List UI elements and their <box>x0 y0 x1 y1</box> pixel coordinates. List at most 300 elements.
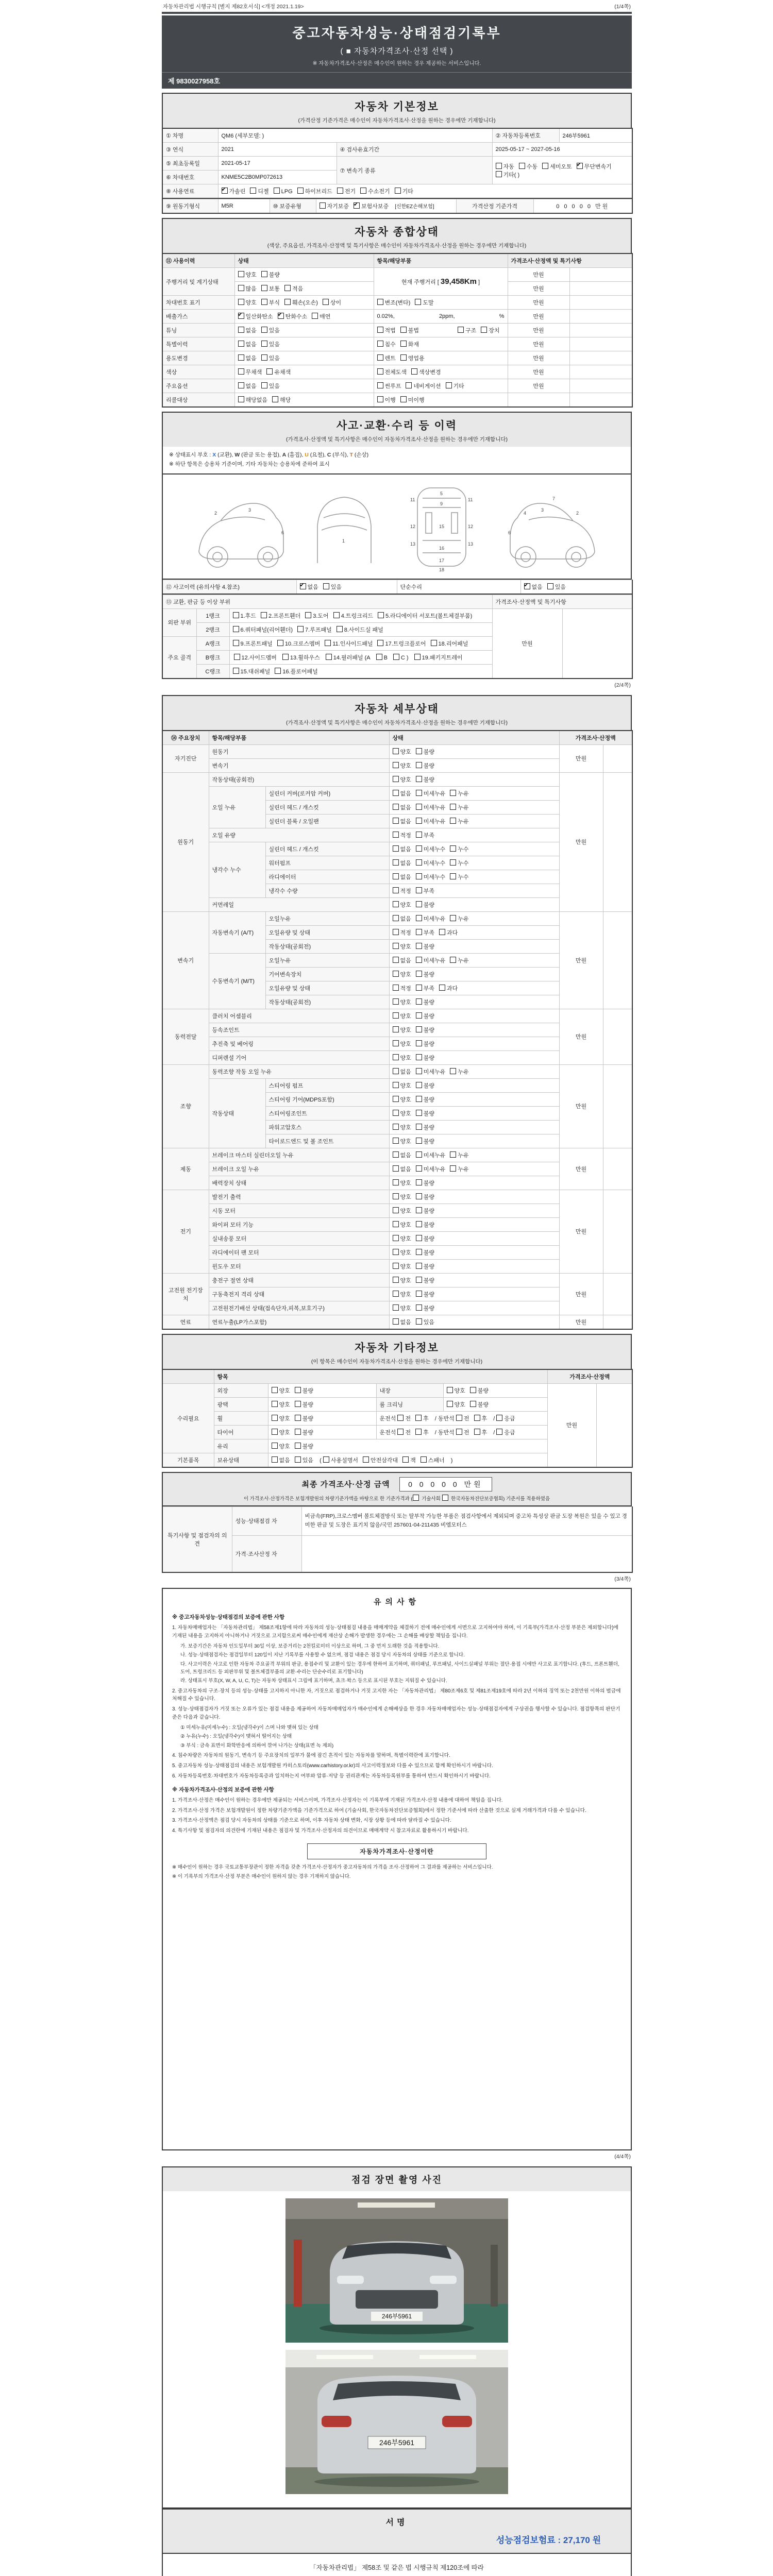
option-label: 양호 <box>279 1401 290 1408</box>
option-label: 양호 <box>279 1429 290 1436</box>
wheel-positions <box>376 1411 547 1425</box>
checkbox-icon[interactable] <box>577 163 583 169</box>
option <box>295 1428 313 1436</box>
option <box>393 984 411 992</box>
checkbox-icon[interactable] <box>238 299 244 305</box>
checkbox-icon[interactable] <box>400 327 407 333</box>
checkbox-icon[interactable] <box>496 1415 502 1421</box>
checkbox-icon[interactable] <box>416 1179 422 1185</box>
option-label: 누유 <box>458 916 469 922</box>
checkbox-icon[interactable] <box>416 985 422 991</box>
checkbox-icon[interactable] <box>393 1263 399 1269</box>
state-code: C <box>327 452 331 458</box>
checkbox-icon[interactable] <box>442 1495 448 1501</box>
checkbox-icon[interactable] <box>456 1429 462 1435</box>
option <box>393 970 411 978</box>
main-frame-label: 주요 골격 <box>162 636 196 679</box>
checkbox-icon[interactable] <box>416 762 422 768</box>
checkbox-icon[interactable] <box>447 1401 453 1407</box>
checkbox-icon[interactable] <box>393 804 399 810</box>
checkbox-icon[interactable] <box>261 299 267 305</box>
state-options <box>389 1106 559 1120</box>
checkbox-icon[interactable] <box>272 1429 278 1435</box>
checkbox-icon[interactable] <box>439 985 445 991</box>
checkbox-icon[interactable] <box>377 396 383 402</box>
checkbox-icon[interactable] <box>416 1026 422 1032</box>
checkbox-icon[interactable] <box>272 1443 278 1449</box>
checkbox-icon[interactable] <box>393 1207 399 1213</box>
state-code: W <box>234 452 240 458</box>
checkbox-icon[interactable] <box>416 1221 422 1227</box>
checkbox-icon[interactable] <box>474 1429 480 1435</box>
checkbox-icon[interactable] <box>431 640 437 646</box>
option <box>393 1193 411 1201</box>
checkbox-icon[interactable] <box>238 341 244 347</box>
option <box>416 1040 434 1048</box>
checkbox-icon[interactable] <box>393 818 399 824</box>
option <box>496 1414 515 1422</box>
checkbox-icon[interactable] <box>323 583 329 589</box>
basic-info-table <box>162 128 633 199</box>
checkbox-icon[interactable] <box>416 1249 422 1255</box>
option <box>450 1151 468 1159</box>
emission-options <box>234 310 374 324</box>
checkbox-icon[interactable] <box>393 1165 399 1172</box>
overall-state-table <box>162 253 633 408</box>
option-label: 10.크로스멤버 <box>284 640 321 647</box>
checkbox-icon[interactable] <box>400 354 407 361</box>
checkbox-icon[interactable] <box>402 1456 409 1463</box>
checkbox-icon[interactable] <box>377 354 383 361</box>
checkbox-icon[interactable] <box>393 790 399 796</box>
checkbox-icon[interactable] <box>238 368 244 375</box>
checkbox-icon[interactable] <box>393 985 399 991</box>
state-options <box>389 870 559 884</box>
checkbox-icon[interactable] <box>337 626 343 632</box>
checkbox-icon[interactable] <box>519 163 525 169</box>
checkbox-icon[interactable] <box>272 1456 278 1463</box>
checkbox-icon[interactable] <box>450 1165 456 1172</box>
checkbox-icon[interactable] <box>416 818 422 824</box>
checkbox-icon[interactable] <box>456 1415 462 1421</box>
checkbox-icon[interactable] <box>238 354 244 361</box>
car-diagram-front-left-icon <box>188 481 291 573</box>
checkbox-icon[interactable] <box>393 1291 399 1297</box>
option-label: 미세누수 <box>423 860 446 867</box>
checkbox-icon[interactable] <box>415 1429 422 1435</box>
checkbox-icon[interactable] <box>416 971 422 977</box>
checkbox-icon[interactable] <box>458 327 464 333</box>
option-label: 9.프론트패널 <box>240 640 273 647</box>
checkbox-icon[interactable] <box>450 804 456 810</box>
checkbox-icon[interactable] <box>393 845 399 852</box>
checkbox-icon[interactable] <box>261 382 267 388</box>
checkbox-icon[interactable] <box>542 163 548 169</box>
warranty-option-group <box>320 204 394 210</box>
checkbox-icon[interactable] <box>416 901 422 907</box>
checkbox-icon[interactable] <box>295 1401 301 1407</box>
page-marker-3: (3/4쪽) <box>614 1576 631 1583</box>
checkbox-icon[interactable] <box>282 654 289 660</box>
checkbox-icon[interactable] <box>450 1068 456 1074</box>
checkbox-icon[interactable] <box>284 285 291 291</box>
device-group-label: 고전원 전기장치 <box>162 1273 209 1315</box>
checkbox-icon[interactable] <box>337 188 343 194</box>
checkbox-icon[interactable] <box>413 1495 419 1501</box>
checkbox-icon[interactable] <box>481 327 487 333</box>
checkbox-icon[interactable] <box>272 396 278 402</box>
option <box>261 298 280 307</box>
checkbox-icon[interactable] <box>416 957 422 963</box>
option <box>363 1456 398 1464</box>
checkbox-icon[interactable] <box>393 832 399 838</box>
checkbox-icon[interactable] <box>272 1387 278 1393</box>
checkbox-icon[interactable] <box>297 626 304 632</box>
checkbox-icon[interactable] <box>416 1277 422 1283</box>
checkbox-icon[interactable] <box>416 1304 422 1311</box>
checkbox-icon[interactable] <box>416 1138 422 1144</box>
checkbox-icon[interactable] <box>377 327 383 333</box>
wheel-options <box>268 1411 376 1425</box>
option-label: 부족 <box>423 832 435 839</box>
checkbox-icon[interactable] <box>393 1249 399 1255</box>
page-marker-1: (1/4쪽) <box>614 4 631 10</box>
checkbox-icon[interactable] <box>524 583 530 589</box>
part-label: 작동상태(공회전) <box>265 939 389 953</box>
checkbox-icon[interactable] <box>470 1401 476 1407</box>
checkbox-icon[interactable] <box>233 668 239 674</box>
checkbox-icon[interactable] <box>326 654 332 660</box>
checkbox-icon[interactable] <box>238 327 244 333</box>
checkbox-icon[interactable] <box>450 790 456 796</box>
checkbox-icon[interactable] <box>393 1012 399 1019</box>
checkbox-icon[interactable] <box>450 845 456 852</box>
checkbox-icon[interactable] <box>393 859 399 866</box>
checkbox-icon[interactable] <box>266 368 273 375</box>
checkbox-icon[interactable] <box>416 1263 422 1269</box>
checkbox-icon[interactable] <box>393 1318 399 1325</box>
appraiser-text <box>301 1535 632 1572</box>
checkbox-icon[interactable] <box>416 1096 422 1102</box>
checkbox-icon[interactable] <box>261 341 267 347</box>
checkbox-icon[interactable] <box>233 640 239 646</box>
checkbox-icon[interactable] <box>238 382 244 388</box>
option <box>416 873 446 881</box>
option-label: 누유 <box>458 818 469 825</box>
checkbox-icon[interactable] <box>411 368 417 375</box>
option-label: 불량 <box>423 1263 435 1270</box>
checkbox-icon[interactable] <box>377 640 383 646</box>
checkbox-icon[interactable] <box>416 1151 422 1158</box>
checkbox-icon[interactable] <box>393 1040 399 1046</box>
option-label: 불량 <box>423 1222 435 1228</box>
checkbox-icon[interactable] <box>395 188 401 194</box>
option-label: 보통 <box>268 286 280 292</box>
checkbox-icon[interactable] <box>393 1235 399 1241</box>
checkbox-icon[interactable] <box>416 1318 422 1325</box>
checkbox-icon[interactable] <box>450 818 456 824</box>
checkbox-icon[interactable] <box>393 1193 399 1199</box>
option <box>496 171 520 179</box>
price-survey-box: 자동차가격조사·산정이란 <box>307 1843 486 1859</box>
part-label: 동력조향 작동 오일 누유 <box>209 1064 389 1078</box>
device-group-label: 제동 <box>162 1148 209 1190</box>
checkbox-icon[interactable] <box>496 171 502 177</box>
checkbox-icon[interactable] <box>416 1082 422 1088</box>
checkbox-icon[interactable] <box>415 1415 422 1421</box>
option <box>416 1165 446 1173</box>
checkbox-icon[interactable] <box>325 640 331 646</box>
part-label: 클러치 어셈블리 <box>209 1009 389 1023</box>
checkbox-icon[interactable] <box>320 202 326 209</box>
checkbox-icon[interactable] <box>547 583 553 589</box>
checkbox-icon[interactable] <box>376 654 382 660</box>
svg-text:16: 16 <box>439 545 445 551</box>
checkbox-icon[interactable] <box>297 188 304 194</box>
checkbox-icon[interactable] <box>261 285 267 291</box>
checkbox-icon[interactable] <box>238 271 244 277</box>
checkbox-icon[interactable] <box>277 640 283 646</box>
section-accident-subtitle: (가격조사·산정액 및 특기사항은 매수인이 자동차가격조사·산정을 원하는 경우에만 기재합니다) <box>286 436 508 443</box>
price-cell: 만원 <box>508 310 569 324</box>
checkbox-icon[interactable] <box>295 1456 301 1463</box>
checkbox-icon[interactable] <box>393 654 399 660</box>
checkbox-icon[interactable] <box>416 845 422 852</box>
checkbox-icon[interactable] <box>393 915 399 921</box>
checkbox-icon[interactable] <box>416 832 422 838</box>
checkbox-icon[interactable] <box>450 957 456 963</box>
checkbox-icon[interactable] <box>414 654 421 660</box>
checkbox-icon[interactable] <box>416 1054 422 1060</box>
checkbox-icon[interactable] <box>470 1387 476 1393</box>
checkbox-icon[interactable] <box>416 1040 422 1046</box>
checkbox-icon[interactable] <box>393 957 399 963</box>
checkbox-icon[interactable] <box>447 1387 453 1393</box>
checkbox-icon[interactable] <box>416 804 422 810</box>
basic-info-table-2 <box>162 199 633 214</box>
checkbox-icon[interactable] <box>397 1429 404 1435</box>
confirmation-statement <box>162 2554 632 2576</box>
checkbox-icon[interactable] <box>295 1415 301 1421</box>
checkbox-icon[interactable] <box>393 971 399 977</box>
option-label: 적법 <box>384 328 396 334</box>
checkbox-icon[interactable] <box>393 929 399 935</box>
warranty-insurer: [신한EZ손해보험] <box>395 204 434 210</box>
table-row <box>162 143 632 157</box>
option <box>400 340 419 348</box>
checkbox-icon[interactable] <box>323 1456 329 1463</box>
checkbox-icon[interactable] <box>393 1179 399 1185</box>
notice-body <box>172 1613 621 1835</box>
checkbox-icon[interactable] <box>496 1429 502 1435</box>
checkbox-icon[interactable] <box>393 943 399 949</box>
checkbox-icon[interactable] <box>416 1068 422 1074</box>
option-label: 미세누수 <box>423 874 446 880</box>
usage-change-options <box>234 351 374 365</box>
option-label: 없음 <box>531 584 543 590</box>
checkbox-icon[interactable] <box>261 612 267 618</box>
checkbox-icon[interactable] <box>416 915 422 921</box>
checkbox-icon[interactable] <box>261 327 267 333</box>
option <box>415 298 433 307</box>
checkbox-icon[interactable] <box>393 1277 399 1283</box>
checkbox-icon[interactable] <box>238 396 244 402</box>
notice-sub-item: 가. 보증기간은 자동차 인도일부터 30일 이상, 보증거리는 2천킬로미터 이상으로 하며, 그 중 먼저 도래한 것을 적용합니다. <box>180 1643 440 1649</box>
checkbox-icon[interactable] <box>393 873 399 879</box>
checkbox-icon[interactable] <box>416 1207 422 1213</box>
checkbox-icon[interactable] <box>406 382 412 388</box>
checkbox-icon[interactable] <box>416 998 422 1005</box>
checkbox-icon[interactable] <box>393 1151 399 1158</box>
option-label: 미세누유 <box>423 957 446 964</box>
option-label: 없음 <box>400 1069 411 1075</box>
performance-insurance-fee: 성능점검보험료 : 27,170 원 <box>496 2535 601 2546</box>
checkbox-icon[interactable] <box>450 873 456 879</box>
checkbox-icon[interactable] <box>393 1124 399 1130</box>
option-label: 부족 <box>423 929 435 936</box>
checkbox-icon[interactable] <box>416 887 422 893</box>
checkbox-icon[interactable] <box>272 1401 278 1407</box>
tuning-label: 튜닝 <box>162 324 234 337</box>
checkbox-icon[interactable] <box>274 188 280 194</box>
checkbox-icon[interactable] <box>416 1124 422 1130</box>
checkbox-icon[interactable] <box>295 1387 301 1393</box>
checkbox-icon[interactable] <box>233 626 239 632</box>
checkbox-icon[interactable] <box>416 1235 422 1241</box>
checkbox-icon[interactable] <box>421 1456 427 1463</box>
checkbox-icon[interactable] <box>305 612 311 618</box>
checkbox-icon[interactable] <box>416 790 422 796</box>
option-label: 누유 <box>458 790 469 797</box>
option <box>393 831 411 839</box>
checkbox-icon[interactable] <box>261 271 267 277</box>
legend-line-2: ※ 하단 항목은 승용차 기준이며, 기타 자동차는 승용차에 준하여 표시 <box>169 461 330 467</box>
checkbox-icon[interactable] <box>416 1291 422 1297</box>
checkbox-icon[interactable] <box>393 1082 399 1088</box>
state-options <box>389 967 559 981</box>
checkbox-icon[interactable] <box>393 1096 399 1102</box>
checkbox-icon[interactable] <box>416 859 422 866</box>
checkbox-icon[interactable] <box>333 612 340 618</box>
device-group-label: 원동기 <box>162 772 209 911</box>
checkbox-icon[interactable] <box>393 1221 399 1227</box>
checkbox-icon[interactable] <box>295 1443 301 1449</box>
checkbox-icon[interactable] <box>378 612 384 618</box>
checkbox-icon[interactable] <box>393 776 399 782</box>
checkbox-icon[interactable] <box>354 202 360 209</box>
checkbox-icon[interactable] <box>439 929 445 935</box>
notice-box-note: ※ 이 기록부의 가격조사·산정 부분은 매수인이 원하지 않는 경우 기재하지 않습니다. <box>172 1874 351 1880</box>
checkbox-icon[interactable] <box>360 188 366 194</box>
checkbox-icon[interactable] <box>393 1026 399 1032</box>
checkbox-icon[interactable] <box>300 583 306 589</box>
option-label: C ) <box>400 654 409 661</box>
checkbox-icon[interactable] <box>415 299 421 305</box>
checkbox-icon[interactable] <box>238 285 244 291</box>
svg-text:3: 3 <box>541 507 544 513</box>
checkbox-icon[interactable] <box>416 929 422 935</box>
appraiser-label: 가격·조사산정 자 <box>232 1535 301 1572</box>
checkbox-icon[interactable] <box>400 396 407 402</box>
checkbox-icon[interactable] <box>377 341 383 347</box>
checkbox-icon[interactable] <box>233 612 239 618</box>
checkbox-icon[interactable] <box>393 1110 399 1116</box>
checkbox-icon[interactable] <box>416 1110 422 1116</box>
checkbox-icon[interactable] <box>261 354 267 361</box>
checkbox-icon[interactable] <box>238 313 244 319</box>
checkbox-icon[interactable] <box>496 163 502 169</box>
checkbox-icon[interactable] <box>275 668 281 674</box>
checkbox-icon[interactable] <box>416 1193 422 1199</box>
checkbox-icon[interactable] <box>377 382 383 388</box>
option-label: 양호 <box>400 1013 411 1020</box>
option <box>416 1262 434 1270</box>
option <box>393 1165 411 1173</box>
checkbox-icon[interactable] <box>272 1415 278 1421</box>
checkbox-icon[interactable] <box>312 313 318 319</box>
checkbox-icon[interactable] <box>295 1429 301 1435</box>
checkbox-icon[interactable] <box>393 998 399 1005</box>
checkbox-icon[interactable] <box>393 748 399 754</box>
option <box>323 1456 358 1464</box>
checkbox-icon[interactable] <box>393 1068 399 1074</box>
checkbox-icon[interactable] <box>377 299 383 305</box>
repair-needed-label: 수리필요 <box>162 1383 214 1453</box>
part-label: 파워고압호스 <box>265 1120 389 1134</box>
checkbox-icon[interactable] <box>377 368 383 375</box>
checkbox-icon[interactable] <box>393 901 399 907</box>
checkbox-icon[interactable] <box>234 654 240 660</box>
checkbox-icon[interactable] <box>416 873 422 879</box>
option <box>416 859 446 867</box>
checkbox-icon[interactable] <box>393 1054 399 1060</box>
checkbox-icon[interactable] <box>363 1456 369 1463</box>
checkbox-icon[interactable] <box>393 762 399 768</box>
checkbox-icon[interactable] <box>250 188 256 194</box>
checkbox-icon[interactable] <box>393 1138 399 1144</box>
base-price-label: 가격산정 기준가격 <box>456 199 533 214</box>
option-label: 누유 <box>458 1069 469 1075</box>
checkbox-icon[interactable] <box>416 1165 422 1172</box>
checkbox-icon[interactable] <box>284 299 291 305</box>
checkbox-icon[interactable] <box>400 341 407 347</box>
checkbox-icon[interactable] <box>416 1012 422 1019</box>
part-label: 구동축전지 격리 상태 <box>209 1287 389 1301</box>
checkbox-icon[interactable] <box>393 1304 399 1311</box>
checkbox-icon[interactable] <box>323 299 329 305</box>
checkbox-icon[interactable] <box>278 313 284 319</box>
simple-repair-options <box>520 580 632 594</box>
checkbox-icon[interactable] <box>446 382 452 388</box>
option-label: 양호 <box>400 943 411 950</box>
checkbox-icon[interactable] <box>393 887 399 893</box>
option <box>393 1012 411 1020</box>
checkbox-icon[interactable] <box>397 1415 404 1421</box>
mileage-amount-options <box>234 282 374 296</box>
page-marker-2: (2/4쪽) <box>614 682 631 688</box>
checkbox-icon[interactable] <box>450 1151 456 1158</box>
checkbox-icon[interactable] <box>416 943 422 949</box>
svg-text:18: 18 <box>439 567 445 572</box>
checkbox-icon[interactable] <box>474 1415 480 1421</box>
checkbox-icon[interactable] <box>416 776 422 782</box>
option-label: 불량 <box>423 1208 435 1214</box>
checkbox-icon[interactable] <box>222 188 228 194</box>
detail-row <box>162 744 632 758</box>
checkbox-icon[interactable] <box>450 859 456 866</box>
checkbox-icon[interactable] <box>416 748 422 754</box>
checkbox-icon[interactable] <box>450 915 456 921</box>
